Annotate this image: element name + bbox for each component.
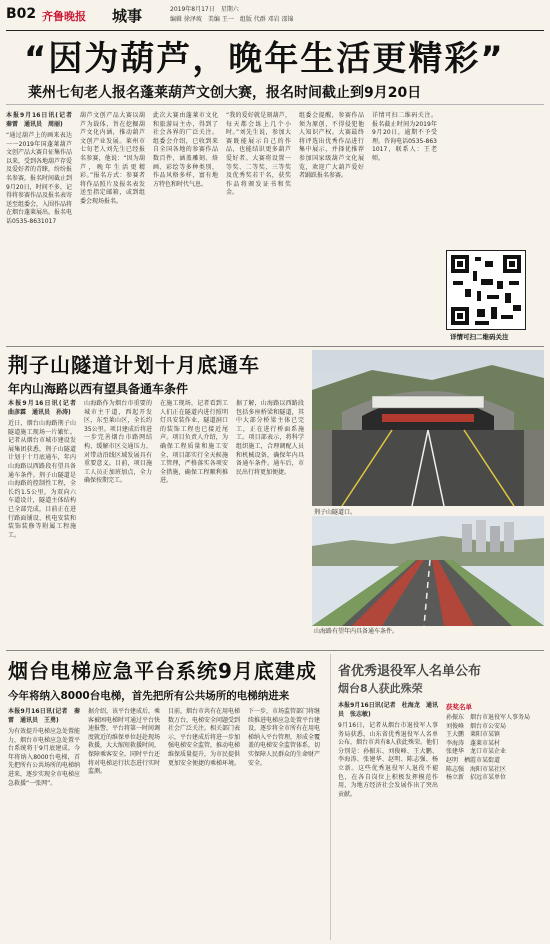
article3-column-1: 为有效提升电梯应急处置能力，烟台市电梯应急处置平台系统将于9月底建成。今年将纳入8000台电梯，首先把所有公共场所的电梯纳进来，逐步实现全市电梯应急救援“一张网”。 — [8, 728, 81, 787]
article2-subtitle: 年内山海路以西有望具备通车条件 — [8, 382, 189, 396]
paper-name: 齐鲁晚报 — [42, 10, 86, 23]
article1-subtitle: 莱州七旬老人报名蓬莱葫芦文创大赛，报名时间截止到9月20日 — [28, 85, 422, 101]
article1-column-6: 详情可扫二维码关注。报名截止时间为2019年9月20日，逾期不予受理。咨询电话0535-8631017，联系人：王老师。 — [372, 112, 437, 162]
article2-column-3: 在施工现场，记者看到工人们正在隧道内进行照明灯具安装作业，隧道洞口的装饰工程也已接近尾声。项目负责人介绍，为确保工程质量和施工安全，项目部实行全天候施工管理，严格落实各项安全措施，确保工程顺利推进。 — [160, 400, 228, 485]
article1-byline: 本报9月16日讯(记者 秦雷 通讯员 周丽) — [6, 112, 79, 128]
article1-column-1: “通过葫芦上的画来表达一一2019年国蓬莱葫芦文创产品大赛自征集作品以来，受到各地葫芦存爱及爱好者的青睐，纷纷报名参赛，报名时间截止到9月20日，时间不多，记得将参赛作品及报名表寄送至组委会，入围作品将在烟台蓬莱展出。报名电话0535-8631017 — [6, 132, 73, 225]
article2-title: 荆子山隧道计划十月底通车 — [8, 353, 260, 377]
article3-column-3: 目前，烟台市共有在用电梯数万台，电梯安全问题受到社会广泛关注。相关部门表示，平台建成后将进一步加强电梯安全监管，推动电梯维保质量提升，为市民提供更加安全便捷的乘梯环境。 — [168, 708, 241, 767]
article1-rule — [6, 104, 544, 105]
road-photo — [312, 516, 544, 626]
article4-body: 9月16日，记者从烟台市退役军人事务局获悉，山东省优秀退役军人名单公布，烟台市共有8人获此殊荣。他们分别是：孙振东、刘俊峰、王大鹏、李海涛、张建华、赵明、陈志强、杨立新。这些优秀退役军人退役不褪色，在各自岗位上积极发挥模范作用，为地方经济社会发展作出了突出贡献。 — [338, 722, 438, 798]
masthead — [6, 4, 544, 28]
road-photo-caption: 山海路有望年内具备通车条件。 — [314, 628, 399, 635]
editors-line: 编辑 徐泽坡 美编 王一 组版 代群 邓岩 邵锦 — [170, 16, 294, 23]
article3-column-4: 下一步，市场监管部门将继续推进电梯应急处置平台建设，逐步将全市所有在用电梯纳入平台管理，形成全覆盖的电梯安全监管体系，切实保障人民群众的生命财产安全。 — [248, 708, 321, 767]
article1-column-5: 组委会提醒，参赛作品须为原创，不得侵犯他人知识产权。大赛最终将评选出优秀作品进行集中展示，并择优推荐参加国家级葫芦文化展览，欢迎广大葫芦爱好者踊跃报名参赛。 — [299, 112, 364, 180]
qr-code[interactable] — [446, 250, 526, 330]
tunnel-photo — [312, 350, 544, 506]
article4-list-title: 获奖名单 — [446, 703, 472, 711]
article2-column-4: 据了解，山海路以西路段包括多座桥梁和隧道，其中大部分桥梁主体已完工，正在进行桥面系施工。项目部表示，将科学组织施工，合理调配人员和机械设备，确保年内具备通车条件。通车后，市民出行将更加便捷。 — [236, 400, 304, 476]
qr-caption: 详情可扫二维码关注 — [450, 333, 509, 341]
section-divider-2 — [6, 650, 544, 651]
article3-byline: 本报9月16日讯(记者 秦雷 通讯员 王勇) — [8, 708, 80, 724]
article4-subtitle: 烟台8人获此殊荣 — [338, 682, 423, 695]
article4-divider — [330, 654, 331, 940]
page-code: B02 — [6, 6, 37, 22]
article4-byline: 本报9月16日讯(记者 杜海龙 通讯员 张志敏) — [338, 702, 438, 718]
article3-column-2: 据介绍，该平台建成后，乘客被困电梯时可通过平台快速报警，平台将第一时间调度就近的维保单位赶赴现场救援，大大缩短救援时间，保障乘客安全。同时平台还将对电梯运行状态进行实时监测。 — [88, 708, 161, 776]
article4-list: 孙振东 烟台市退役军人事务局 刘俊峰 烟台市公安局 王大鹏 莱阳市某镇 李海涛 蓬莱市某村 张建华 龙口市某企业 赵明 栖霞市某街道 陈志强 海阳市某社区 杨立新 招远市某单位 — [446, 714, 531, 782]
article3-title: 烟台电梯应急平台系统9月底建成 — [8, 659, 317, 683]
section-name: 城事 — [112, 7, 143, 25]
article2-byline: 本报9月16日讯(记者 曲彦霖 通讯员 孙涛) — [8, 400, 83, 416]
article1-title: “因为葫芦，晚年生活更精彩” — [24, 39, 505, 79]
article4-title: 省优秀退役军人名单公布 — [338, 664, 482, 679]
article2-column-1: 近日，烟台山海路荆子山隧道施工现场一片繁忙。记者从烟台市城市建设发展集团获悉，荆子山隧道计划于十月底通车，年内山海路以西路段有望具备通车条件。荆子山隧道是山海路的控制性工程，全长约1.5公里，为双向六车道设计，隧道主体结构已全部完成，目前正在进行路面铺设、机电安装和装饰装修等附属工程施工。 — [8, 420, 76, 539]
tunnel-photo-caption: 荆子山隧道口。 — [314, 509, 357, 516]
masthead-rule — [6, 30, 544, 31]
article1-column-3: 此次大赛由蓬莱市文化和旅游局主办，得到了社会各界的广泛关注。组委会介绍，已收到来自全国各地的参赛作品数百件，涵盖雕刻、烙画、彩绘等多种类别，作品风格多样，富有地方特色和时代气息。 — [153, 112, 218, 188]
article1-column-4: “我的爱好就是刻葫芦，每天都会练上几个小时。”刘先生说，参加大赛既能展示自己的作品，也能结识更多葫芦爱好者。大赛将设置一等奖、二等奖、三等奖及优秀奖若干名，获奖作品将颁发证书和奖金。 — [226, 112, 291, 197]
article1-column-2: 葫芦文创产品大赛以葫芦为载体，旨在挖掘葫芦文化内涵，推动葫芦文创产业发展。莱州市七旬老人刘先生已经报名参赛，他说：“因为葫芦，晚年生活更精彩。”报名方式：参赛者将作品照片及报名表发送至指定邮箱，或到组委会现场报名。 — [80, 112, 145, 205]
date-line: 2019年8月17日 星期六 — [170, 6, 239, 13]
article2-column-2: 山海路作为烟台市重要的城市主干道，西起开发区，东至莱山区，全长约35公里。项目建成后将进一步完善烟台市路网结构，缓解市区交通压力，对带动沿线区域发展具有重要意义。目前，项目施工人员正加班加点，全力确保按期完工。 — [84, 400, 152, 485]
article3-subtitle: 今年将纳入8000台电梯，首先把所有公共场所的电梯纳进来 — [8, 690, 290, 702]
section-divider-1 — [6, 346, 544, 347]
